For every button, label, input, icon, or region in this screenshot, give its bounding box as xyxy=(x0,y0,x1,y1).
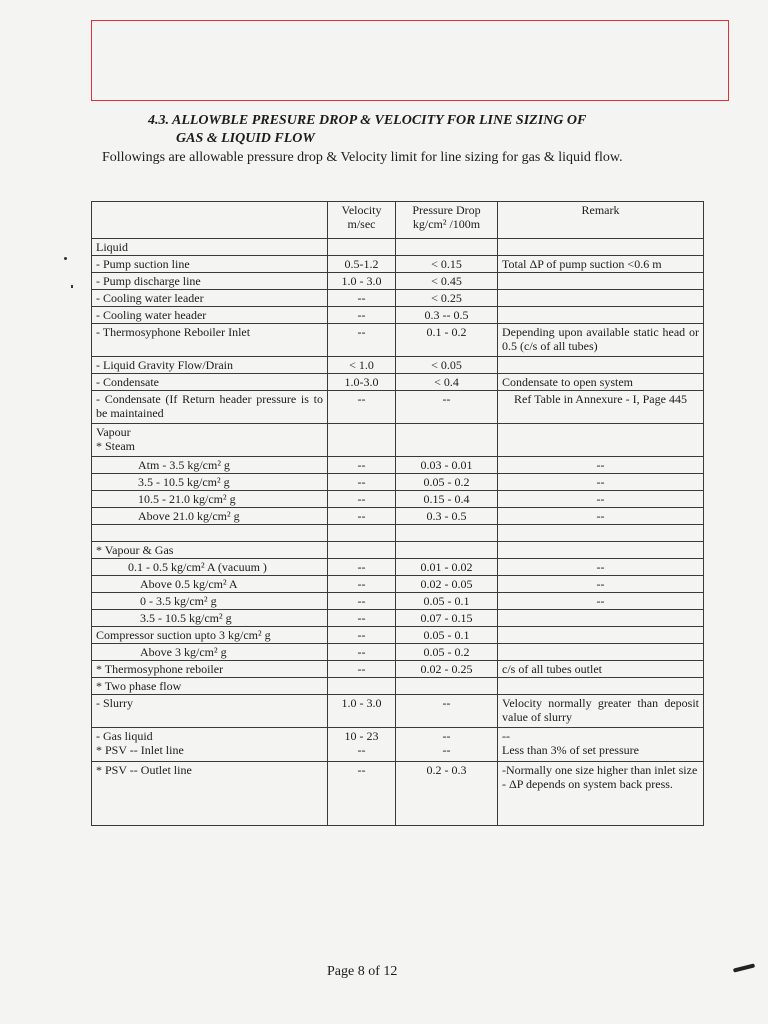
row-pressure-drop: 0.3 - 0.5 xyxy=(396,508,498,525)
row-pressure-drop: -- -- xyxy=(396,728,498,762)
row-remark: c/s of all tubes outlet xyxy=(498,661,704,678)
table-row xyxy=(92,610,704,627)
row-description: 10.5 - 21.0 kg/cm² g xyxy=(92,491,328,508)
row-description: Compressor suction upto 3 kg/cm² g xyxy=(92,627,328,644)
row-pressure-drop: < 0.4 xyxy=(396,374,498,391)
red-outline-box xyxy=(91,20,729,101)
row-velocity: -- xyxy=(328,324,396,357)
table-row xyxy=(92,542,704,559)
row-remark xyxy=(498,627,704,644)
row-description: Above 0.5 kg/cm² A xyxy=(92,576,328,593)
row-velocity: -- xyxy=(328,290,396,307)
row-description: - Slurry xyxy=(92,695,328,728)
row-remark: -- xyxy=(498,474,704,491)
row-remark: -- xyxy=(498,491,704,508)
row-remark: Depending upon available static head or 0.5 (c/s of all tubes) xyxy=(498,324,704,357)
page-number: Page 8 of 12 xyxy=(327,964,398,979)
row-remark: -- xyxy=(498,457,704,474)
row-velocity: -- xyxy=(328,508,396,525)
row-description: - Cooling water header xyxy=(92,307,328,324)
row-velocity: -- xyxy=(328,474,396,491)
header-description xyxy=(92,202,328,239)
table-row xyxy=(92,457,704,474)
row-velocity: 0.5-1.2 xyxy=(328,256,396,273)
row-velocity: -- xyxy=(328,457,396,474)
header-velocity: Velocity m/sec xyxy=(328,202,396,239)
header-pressure-drop: Pressure Drop kg/cm² /100m xyxy=(396,202,498,239)
table-row xyxy=(92,627,704,644)
row-description: - Cooling water leader xyxy=(92,290,328,307)
row-pressure-drop: 0.02 - 0.25 xyxy=(396,661,498,678)
row-pressure-drop: 0.01 - 0.02 xyxy=(396,559,498,576)
row-pressure-drop: 0.3 -- 0.5 xyxy=(396,307,498,324)
row-pressure-drop: -- xyxy=(396,695,498,728)
row-remark: Condensate to open system xyxy=(498,374,704,391)
row-velocity: -- xyxy=(328,661,396,678)
row-description: * Thermosyphone reboiler xyxy=(92,661,328,678)
row-pressure-drop xyxy=(396,678,498,695)
table-row xyxy=(92,290,704,307)
row-remark xyxy=(498,307,704,324)
row-description: * PSV -- Outlet line xyxy=(92,762,328,826)
row-pressure-drop: < 0.05 xyxy=(396,357,498,374)
row-remark xyxy=(498,678,704,695)
table-row xyxy=(92,391,704,424)
row-pressure-drop xyxy=(396,525,498,542)
table-row xyxy=(92,644,704,661)
row-description: Above 3 kg/cm² g xyxy=(92,644,328,661)
table-row xyxy=(92,728,704,762)
table-row xyxy=(92,324,704,357)
table-row xyxy=(92,273,704,290)
row-pressure-drop: 0.07 - 0.15 xyxy=(396,610,498,627)
line-sizing-table xyxy=(91,201,704,826)
row-velocity: -- xyxy=(328,627,396,644)
row-velocity: -- xyxy=(328,307,396,324)
row-remark: -- xyxy=(498,593,704,610)
row-description: - Pump suction line xyxy=(92,256,328,273)
pen-mark xyxy=(733,963,755,972)
intro-paragraph: Followings are allowable pressure drop & Velocity limit for line sizing for gas & liquid flow. xyxy=(102,150,623,165)
row-pressure-drop xyxy=(396,542,498,559)
row-remark: -- xyxy=(498,508,704,525)
row-remark xyxy=(498,424,704,457)
row-velocity: -- xyxy=(328,762,396,826)
section-heading xyxy=(148,112,668,148)
row-remark xyxy=(498,644,704,661)
row-velocity: -- xyxy=(328,391,396,424)
row-velocity: -- xyxy=(328,593,396,610)
row-pressure-drop: 0.2 - 0.3 xyxy=(396,762,498,826)
row-remark xyxy=(498,239,704,256)
row-description: - Thermosyphone Reboiler Inlet xyxy=(92,324,328,357)
table-row xyxy=(92,508,704,525)
row-velocity: -- xyxy=(328,610,396,627)
row-velocity: -- xyxy=(328,559,396,576)
row-velocity: 1.0 - 3.0 xyxy=(328,695,396,728)
row-velocity: -- xyxy=(328,644,396,661)
table-row xyxy=(92,424,704,457)
table-row xyxy=(92,357,704,374)
table-row xyxy=(92,762,704,826)
row-description: - Condensate (If Return header pressure is to be maintained xyxy=(92,391,328,424)
row-description: - Gas liquid * PSV -- Inlet line xyxy=(92,728,328,762)
row-pressure-drop: 0.05 - 0.1 xyxy=(396,627,498,644)
row-description: 3.5 - 10.5 kg/cm² g xyxy=(92,474,328,491)
table-row xyxy=(92,474,704,491)
row-pressure-drop: 0.1 - 0.2 xyxy=(396,324,498,357)
row-remark: -- Less than 3% of set pressure xyxy=(498,728,704,762)
table-row xyxy=(92,559,704,576)
scan-dot-mark xyxy=(71,285,73,288)
row-pressure-drop: < 0.15 xyxy=(396,256,498,273)
header-remark: Remark xyxy=(498,202,704,239)
row-pressure-drop: -- xyxy=(396,391,498,424)
row-pressure-drop: 0.05 - 0.2 xyxy=(396,474,498,491)
heading-line-1: 4.3. ALLOWBLE PRESURE DROP & VELOCITY FOR LINE SIZING OF xyxy=(148,113,587,128)
row-velocity xyxy=(328,542,396,559)
table-row xyxy=(92,239,704,256)
row-pressure-drop: 0.05 - 0.2 xyxy=(396,644,498,661)
row-remark xyxy=(498,525,704,542)
row-velocity: -- xyxy=(328,576,396,593)
row-remark xyxy=(498,542,704,559)
row-pressure-drop: 0.15 - 0.4 xyxy=(396,491,498,508)
row-remark: -- xyxy=(498,559,704,576)
table-row xyxy=(92,576,704,593)
row-velocity xyxy=(328,678,396,695)
row-pressure-drop: 0.03 - 0.01 xyxy=(396,457,498,474)
row-pressure-drop: < 0.25 xyxy=(396,290,498,307)
row-velocity xyxy=(328,424,396,457)
row-velocity xyxy=(328,239,396,256)
table-row xyxy=(92,525,704,542)
row-remark xyxy=(498,273,704,290)
row-description: * Two phase flow xyxy=(92,678,328,695)
row-description: 0 - 3.5 kg/cm² g xyxy=(92,593,328,610)
row-velocity: < 1.0 xyxy=(328,357,396,374)
row-velocity: 1.0-3.0 xyxy=(328,374,396,391)
row-remark xyxy=(498,610,704,627)
table-row xyxy=(92,661,704,678)
row-description: Vapour * Steam xyxy=(92,424,328,457)
row-pressure-drop: < 0.45 xyxy=(396,273,498,290)
row-description: Atm - 3.5 kg/cm² g xyxy=(92,457,328,474)
row-description: - Pump discharge line xyxy=(92,273,328,290)
table-row xyxy=(92,256,704,273)
heading-line-2: GAS & LIQUID FLOW xyxy=(176,131,315,146)
table-body xyxy=(92,239,704,826)
row-description: - Condensate xyxy=(92,374,328,391)
row-velocity xyxy=(328,525,396,542)
row-velocity: 1.0 - 3.0 xyxy=(328,273,396,290)
row-remark: -- xyxy=(498,576,704,593)
row-remark: -Normally one size higher than inlet size - ΔP depends on system back press. xyxy=(498,762,704,826)
row-pressure-drop xyxy=(396,424,498,457)
row-remark: Total ΔP of pump suction <0.6 m xyxy=(498,256,704,273)
row-pressure-drop: 0.02 - 0.05 xyxy=(396,576,498,593)
row-remark: Velocity normally greater than deposit value of slurry xyxy=(498,695,704,728)
row-description: - Liquid Gravity Flow/Drain xyxy=(92,357,328,374)
row-remark xyxy=(498,290,704,307)
table-row xyxy=(92,695,704,728)
table-row xyxy=(92,593,704,610)
row-velocity: -- xyxy=(328,491,396,508)
row-description: * Vapour & Gas xyxy=(92,542,328,559)
row-description: Above 21.0 kg/cm² g xyxy=(92,508,328,525)
row-pressure-drop: 0.05 - 0.1 xyxy=(396,593,498,610)
table-row xyxy=(92,491,704,508)
row-velocity: 10 - 23 -- xyxy=(328,728,396,762)
row-description: 3.5 - 10.5 kg/cm² g xyxy=(92,610,328,627)
row-remark: Ref Table in Annexure - I, Page 445 xyxy=(498,391,704,424)
table-row xyxy=(92,374,704,391)
row-remark xyxy=(498,357,704,374)
row-description: 0.1 - 0.5 kg/cm² A (vacuum ) xyxy=(92,559,328,576)
table-row xyxy=(92,307,704,324)
row-description: Liquid xyxy=(92,239,328,256)
row-description xyxy=(92,525,328,542)
scan-dot-mark xyxy=(64,257,67,260)
row-pressure-drop xyxy=(396,239,498,256)
table-row xyxy=(92,678,704,695)
table-header-row xyxy=(92,202,704,239)
